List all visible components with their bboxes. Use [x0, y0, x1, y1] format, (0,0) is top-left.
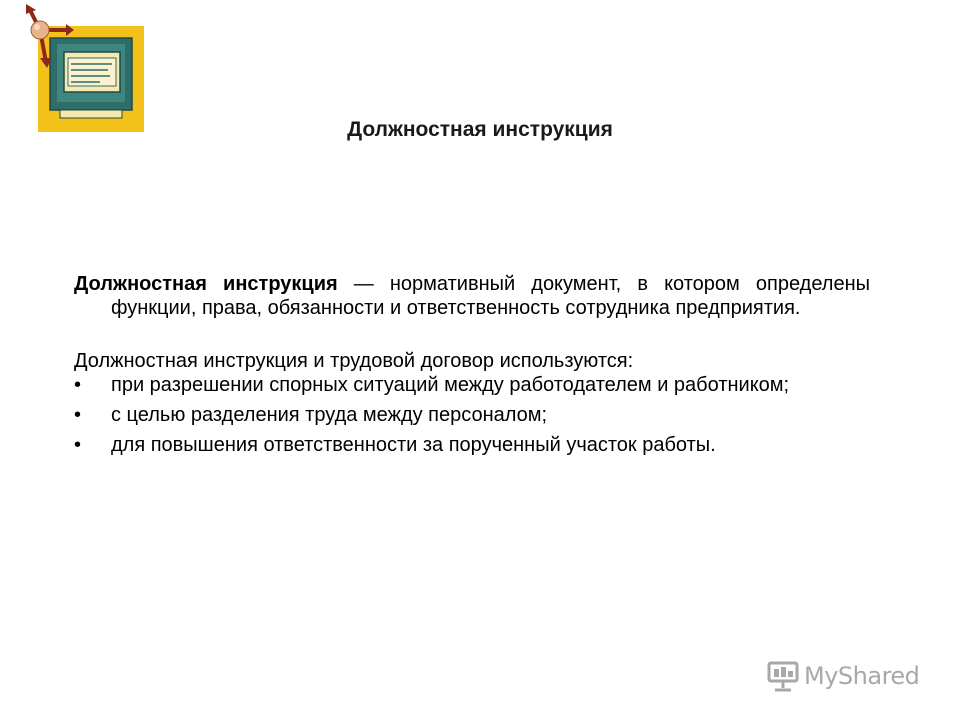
definition-term: Должностная инструкция: [74, 273, 338, 295]
usage-list: [74, 373, 870, 457]
list-item-text: с целью разделения труда между персоналом;: [111, 404, 548, 426]
content-body: [74, 272, 870, 457]
list-item: [74, 373, 870, 397]
list-item-text: для повышения ответственности за порученный участок работы.: [111, 434, 716, 456]
bullet-icon: •: [74, 374, 82, 396]
list-item-text: при разрешении спорных ситуаций между работодателем и работником;: [111, 374, 790, 396]
computer-monitor-icon: [20, 0, 150, 135]
list-item: [74, 433, 870, 457]
watermark: [766, 656, 936, 696]
presentation-board-icon: [766, 660, 800, 692]
bullet-icon: •: [74, 404, 82, 426]
page-title: Должностная инструкция: [347, 118, 613, 141]
usage-intro: Должностная инструкция и трудовой договор используются:: [74, 350, 634, 372]
watermark-text: MyShared: [804, 662, 920, 690]
list-item: [74, 403, 870, 427]
bullet-icon: •: [74, 434, 82, 456]
definition-paragraph: [74, 272, 870, 320]
definition-text: — нормативный документ, в котором определены функции, права, обязанности и ответственность сотрудника предприятия.: [111, 273, 870, 319]
